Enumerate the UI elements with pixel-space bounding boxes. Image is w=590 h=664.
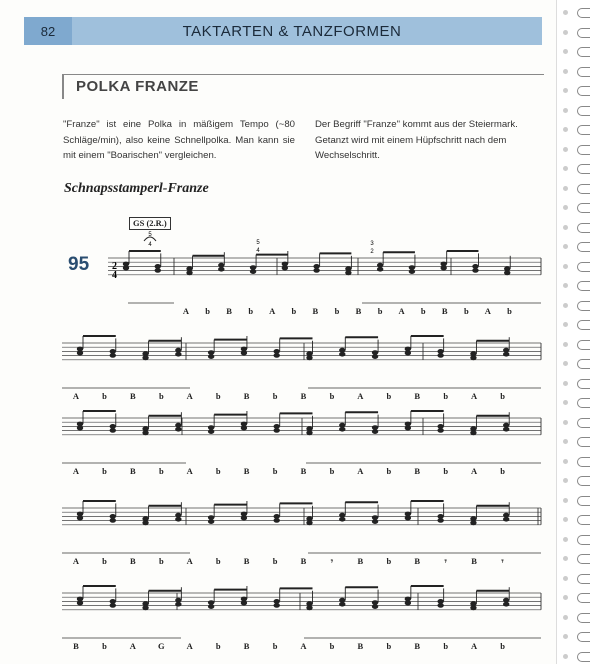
bass-label: A	[357, 466, 364, 476]
bass-label: A	[182, 306, 190, 316]
note-head	[274, 518, 280, 523]
note-head	[208, 429, 214, 434]
note-head	[110, 353, 116, 358]
bass-label: b	[500, 466, 505, 476]
note-head	[470, 605, 476, 610]
fingering-number: 4	[148, 242, 152, 248]
bass-label: A	[484, 306, 491, 316]
piece-title: Schnapsstamperl-Franze	[64, 181, 209, 196]
note-head	[110, 428, 116, 433]
note-head	[405, 426, 411, 431]
bass-label: B	[414, 466, 421, 476]
bass-label: B	[226, 306, 232, 316]
bass-label: b	[443, 391, 449, 401]
piece-number-text: 95	[68, 254, 90, 275]
note-head	[472, 268, 478, 273]
binding-hole	[563, 322, 568, 327]
bass-label: A	[186, 556, 193, 566]
binding-ring	[577, 535, 590, 545]
bass-label: A	[269, 306, 276, 316]
note-head	[437, 518, 443, 523]
binding-hole	[563, 244, 568, 249]
binding-ring	[577, 613, 590, 623]
note-head	[175, 602, 181, 607]
bass-label: b	[377, 306, 383, 316]
note-head	[123, 266, 129, 271]
bass-label: A	[186, 391, 193, 401]
bass-label: A	[186, 466, 193, 476]
binding-hole	[563, 10, 568, 15]
binding-ring	[577, 418, 590, 428]
note-head	[77, 351, 83, 356]
binding-ring	[577, 86, 590, 96]
bass-label: A	[186, 641, 193, 651]
binding-ring	[577, 398, 590, 408]
note-head	[208, 604, 214, 609]
binding-ring	[577, 106, 590, 116]
note-head	[208, 519, 214, 524]
bass-label: B	[312, 306, 319, 316]
note-head	[241, 516, 247, 521]
binding-hole	[563, 264, 568, 269]
note-head	[470, 520, 476, 525]
note-head	[175, 352, 181, 357]
bass-label: B	[130, 391, 136, 401]
binding-hole	[563, 634, 568, 639]
note-head	[208, 354, 214, 359]
bass-label: b	[205, 306, 210, 316]
bass-label: b	[500, 391, 505, 401]
note-head	[339, 517, 345, 522]
binding-ring	[577, 379, 590, 389]
bass-label: b	[329, 641, 335, 651]
time-signature-bottom: 4	[112, 270, 117, 281]
binding-hole	[563, 439, 568, 444]
note-head	[241, 426, 247, 431]
binding-hole	[563, 361, 568, 366]
bass-label: B	[243, 391, 250, 401]
bass-label: b	[215, 466, 221, 476]
binding-ring	[577, 496, 590, 506]
note-head	[339, 352, 345, 357]
binding-ring	[577, 223, 590, 233]
binding-ring	[577, 476, 590, 486]
binding-hole	[563, 30, 568, 35]
note-head	[77, 601, 83, 606]
bass-label: b	[215, 641, 221, 651]
note-head	[339, 602, 345, 607]
binding-ring	[577, 47, 590, 57]
binding-hole	[563, 615, 568, 620]
note-head	[437, 428, 443, 433]
note-head	[313, 268, 319, 273]
bass-label: b	[102, 556, 107, 566]
note-head	[503, 352, 509, 357]
note-head	[440, 266, 446, 271]
binding-hole	[563, 225, 568, 230]
binding-hole	[563, 478, 568, 483]
chapter-title: TAKTARTEN & TANZFORMEN	[182, 22, 402, 40]
fingering-number: 2	[370, 249, 374, 255]
note-head	[503, 602, 509, 607]
bass-label: B	[414, 641, 421, 651]
note-head	[186, 270, 192, 275]
note-head	[339, 427, 345, 432]
note-head	[409, 269, 415, 274]
note-head	[345, 270, 351, 275]
note-head	[306, 520, 312, 525]
time-signature-top: 2	[112, 261, 117, 272]
binding-hole	[563, 49, 568, 54]
gs-label: GS (2.R.)	[129, 217, 171, 230]
binding-ring	[577, 340, 590, 350]
binding-ring	[577, 554, 590, 564]
bass-label: B	[471, 556, 477, 566]
note-head	[110, 518, 116, 523]
binding-ring	[577, 184, 590, 194]
binding-ring	[577, 437, 590, 447]
intro-text-right: Der Begriff "Franze" kommt aus der Steiermark. Getanzt wird mit einem Hüpfschritt nach dem Wechselschritt.	[315, 119, 518, 161]
bass-label: A	[471, 391, 478, 401]
section-title: POLKA FRANZE	[76, 78, 199, 95]
bass-label: b	[500, 641, 505, 651]
bass-label: B	[300, 391, 307, 401]
binding-ring	[577, 262, 590, 272]
binding-ring	[577, 164, 590, 174]
note-head	[218, 267, 224, 272]
page-number: 82	[24, 17, 72, 45]
binding-hole	[563, 517, 568, 522]
binding-ring	[577, 8, 590, 18]
note-head	[306, 430, 312, 435]
fingering-number: 3	[370, 241, 374, 247]
binding-hole	[563, 400, 568, 405]
bass-label: A	[129, 641, 136, 651]
bass-label: b	[158, 391, 164, 401]
binding-hole	[563, 654, 568, 659]
bass-label: A	[398, 306, 405, 316]
binding-ring	[577, 515, 590, 525]
bass-label: b	[215, 391, 221, 401]
note-head	[405, 516, 411, 521]
bass-label: B	[441, 306, 448, 316]
bass-label: b	[272, 641, 278, 651]
note-head	[437, 603, 443, 608]
bass-label: 𝄾	[330, 556, 334, 566]
bass-label: A	[72, 391, 80, 401]
bass-label: b	[420, 306, 426, 316]
note-head	[372, 519, 378, 524]
bass-label: B	[130, 466, 136, 476]
note-head	[250, 269, 256, 274]
binding-hole	[563, 283, 568, 288]
bass-label: b	[443, 641, 449, 651]
binding-hole	[563, 381, 568, 386]
bass-label: b	[102, 466, 107, 476]
bass-label: b	[158, 556, 164, 566]
bass-label: b	[272, 466, 278, 476]
binding-hole	[563, 556, 568, 561]
binding-hole	[563, 342, 568, 347]
note-head	[504, 270, 510, 275]
note-head	[274, 603, 280, 608]
bass-label: b	[386, 556, 392, 566]
fingering-number: 4	[256, 248, 260, 254]
note-head	[241, 351, 247, 356]
bass-label: b	[272, 391, 278, 401]
binding-ring	[577, 281, 590, 291]
binding-ring	[577, 652, 590, 662]
note-head	[372, 604, 378, 609]
bass-label: b	[102, 641, 107, 651]
binding-ring	[577, 242, 590, 252]
note-head	[372, 429, 378, 434]
bass-label: b	[272, 556, 278, 566]
bass-label: b	[386, 466, 392, 476]
bass-label: 𝄾	[501, 556, 504, 566]
bass-label: b	[386, 391, 392, 401]
bass-label: B	[243, 641, 250, 651]
bass-label: B	[300, 556, 307, 566]
binding-hole	[563, 88, 568, 93]
note-head	[503, 517, 509, 522]
bass-label: b	[329, 466, 335, 476]
bass-label: b	[507, 306, 512, 316]
note-head	[142, 520, 148, 525]
bass-label: b	[386, 641, 392, 651]
note-head	[77, 516, 83, 521]
note-head	[470, 430, 476, 435]
binding-ring	[577, 457, 590, 467]
binding-ring	[577, 301, 590, 311]
binding-ring	[577, 145, 590, 155]
note-head	[142, 605, 148, 610]
binding-hole	[563, 186, 568, 191]
note-head	[241, 601, 247, 606]
binding-ring	[577, 67, 590, 77]
binding-hole	[563, 498, 568, 503]
note-head	[437, 353, 443, 358]
bass-label: A	[471, 466, 478, 476]
bass-label: B	[414, 391, 421, 401]
note-head	[175, 517, 181, 522]
bass-label: B	[357, 556, 364, 566]
note-head	[372, 354, 378, 359]
bass-label: b	[248, 306, 254, 316]
note-head	[306, 605, 312, 610]
bass-label: b	[463, 306, 469, 316]
note-head	[306, 355, 312, 360]
binding-ring	[577, 593, 590, 603]
bass-label: b	[334, 306, 340, 316]
note-head	[405, 351, 411, 356]
note-head	[77, 426, 83, 431]
bass-label: b	[329, 391, 335, 401]
binding-hole	[563, 108, 568, 113]
binding-hole	[563, 166, 568, 171]
binding-hole	[563, 303, 568, 308]
note-head	[142, 355, 148, 360]
note-head	[377, 267, 383, 272]
bass-label: A	[300, 641, 307, 651]
note-head	[274, 428, 280, 433]
binding-ring	[577, 320, 590, 330]
fingering-number: 5	[148, 232, 152, 238]
binding-hole	[563, 595, 568, 600]
binding-hole	[563, 537, 568, 542]
note-head	[405, 601, 411, 606]
bass-label: A	[72, 466, 80, 476]
binding-ring	[577, 125, 590, 135]
binding-ring	[577, 28, 590, 38]
binding-hole	[563, 459, 568, 464]
note-head	[274, 353, 280, 358]
bass-label: A	[471, 641, 478, 651]
bass-label: B	[243, 466, 250, 476]
spiral-binding	[556, 0, 590, 664]
note-head	[470, 355, 476, 360]
bass-label: A	[72, 556, 80, 566]
binding-ring	[577, 203, 590, 213]
binding-ring	[577, 632, 590, 642]
binding-hole	[563, 420, 568, 425]
bass-label: B	[355, 306, 362, 316]
binding-ring	[577, 574, 590, 584]
binding-hole	[563, 69, 568, 74]
bass-label: G	[158, 641, 165, 651]
note-head	[282, 266, 288, 271]
binding-ring	[577, 359, 590, 369]
bass-label: B	[243, 556, 250, 566]
note-head	[110, 603, 116, 608]
bass-label: B	[300, 466, 307, 476]
note-head	[142, 430, 148, 435]
binding-hole	[563, 205, 568, 210]
fingering-number: 5	[256, 240, 260, 246]
bass-label: b	[215, 556, 221, 566]
bass-label: A	[357, 391, 364, 401]
bass-label: b	[443, 466, 449, 476]
binding-hole	[563, 576, 568, 581]
note-head	[175, 427, 181, 432]
binding-hole	[563, 127, 568, 132]
intro-text-left: "Franze" ist eine Polka in mäßigem Tempo (~80 Schläge/min), also keine Schnellpolka. Man kann sie mit einem "Boarischen" vergleichen.	[63, 119, 295, 161]
bass-label: B	[414, 556, 421, 566]
bass-label: B	[73, 641, 79, 651]
bass-label: B	[357, 641, 364, 651]
bass-label: b	[158, 466, 164, 476]
bass-label: b	[102, 391, 107, 401]
bass-label: b	[291, 306, 297, 316]
bass-label: 𝄾	[444, 556, 447, 566]
note-head	[503, 427, 509, 432]
note-head	[155, 268, 161, 273]
binding-hole	[563, 147, 568, 152]
bass-label: B	[130, 556, 136, 566]
